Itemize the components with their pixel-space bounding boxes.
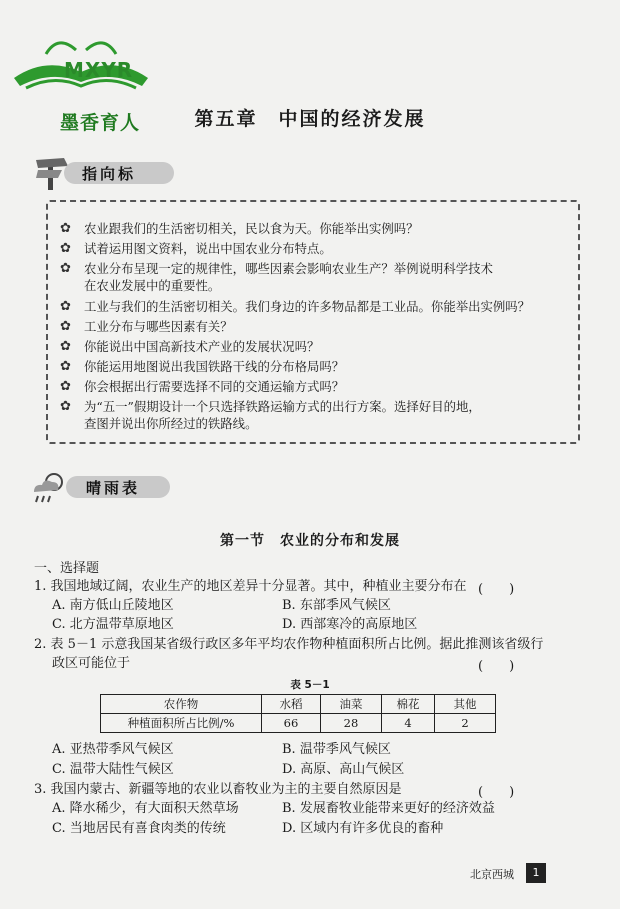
watermark-logo: [6, 28, 156, 134]
table-header-row: [101, 695, 496, 714]
question-2-stem: 2. 表 5－1 示意我国某省级行政区多年平均农作物种植面积所占比例。据此推测该省级行: [34, 637, 544, 652]
part-title: 一、选择题: [34, 561, 100, 576]
table-cell: 2: [435, 714, 496, 733]
goal-text: 工业与我们的生活密切相关。我们身边的许多物品都是工业品。你能举出实例吗？: [84, 299, 531, 314]
sun-cloud-rain-icon: [30, 468, 70, 504]
goal-text: 你会根据出行需要选择不同的交通运输方式吗？: [84, 379, 345, 394]
answer-bracket: ( ): [478, 785, 515, 800]
question-3-option-a: A. 降水稀少，有大面积天然草场: [52, 801, 239, 816]
question-2-option-a: A. 亚热带季风气候区: [52, 742, 174, 757]
question-1-option-c: C. 北方温带草原地区: [52, 617, 174, 632]
table-header-cell: 棉花: [382, 695, 435, 714]
practice-badge: [30, 472, 180, 502]
table-header-cell: 其他: [435, 695, 496, 714]
question-2-stem-continued: 政区可能位于: [52, 656, 131, 671]
table-row: [101, 714, 496, 733]
goal-text: 你能运用地图说出我国铁路干线的分布格局吗？: [84, 359, 345, 374]
watermark-brand-cn: 墨香育人: [60, 112, 141, 134]
flower-bullet-icon: ✿: [60, 261, 71, 276]
question-1-stem: 1. 我国地域辽阔，农业生产的地区差异十分显著。其中，种植业主要分布在: [34, 579, 467, 594]
goals-badge-label: 指向标: [82, 165, 137, 183]
table-header-cell: 农作物: [101, 695, 262, 714]
table-cell: 种植面积所占比例/%: [101, 714, 262, 733]
goal-text: 你能说出中国高新技术产业的发展状况吗？: [84, 339, 320, 354]
practice-badge-label: 晴雨表: [86, 479, 141, 497]
answer-bracket: ( ): [478, 582, 515, 597]
flower-bullet-icon: ✿: [60, 339, 71, 354]
footer-region: 北京西城: [470, 868, 514, 881]
question-3-stem: 3. 我国内蒙古、新疆等地的农业以畜牧业为主的主要自然原因是: [34, 782, 402, 797]
flower-bullet-icon: ✿: [60, 399, 71, 414]
table-cell: 66: [262, 714, 321, 733]
crop-table: [100, 694, 496, 733]
table-caption: 表 5－1: [290, 679, 330, 691]
goal-text-continued: 在农业发展中的重要性。: [84, 278, 221, 293]
flower-bullet-icon: ✿: [60, 359, 71, 374]
goal-text: 工业分布与哪些因素有关？: [84, 319, 233, 334]
goals-badge: [34, 158, 184, 188]
question-2-option-d: D. 高原、高山气候区: [282, 762, 405, 777]
question-1-option-a: A. 南方低山丘陵地区: [52, 598, 174, 613]
goal-text: 为“五一”假期设计一个只选择铁路运输方式的出行方案。选择好目的地，: [84, 399, 481, 414]
flower-bullet-icon: ✿: [60, 221, 71, 236]
flower-bullet-icon: ✿: [60, 379, 71, 394]
page-number: 1: [526, 863, 546, 883]
question-3-option-c: C. 当地居民有喜食肉类的传统: [52, 821, 226, 836]
goal-text: 试着运用图文资料，说出中国农业分布特点。: [84, 241, 332, 256]
question-3-option-b: B. 发展畜牧业能带来更好的经济效益: [282, 801, 495, 816]
table-cell: 4: [382, 714, 435, 733]
question-1-option-d: D. 西部寒冷的高原地区: [282, 617, 418, 632]
table-header-cell: 水稻: [262, 695, 321, 714]
flower-bullet-icon: ✿: [60, 299, 71, 314]
goal-text: 农业分布呈现一定的规律性，哪些因素会影响农业生产？举例说明科学技术: [84, 261, 493, 276]
flower-bullet-icon: ✿: [60, 241, 71, 256]
flower-bullet-icon: ✿: [60, 319, 71, 334]
answer-bracket: ( ): [478, 659, 515, 674]
goal-text-continued: 查图并说出你所经过的铁路线。: [84, 416, 258, 431]
question-2-option-c: C. 温带大陆性气候区: [52, 762, 174, 777]
question-1-option-b: B. 东部季风气候区: [282, 598, 391, 613]
question-3-option-d: D. 区域内有许多优良的畜种: [282, 821, 444, 836]
section-title: 第一节 农业的分布和发展: [220, 533, 400, 549]
goal-text: 农业跟我们的生活密切相关，民以食为天。你能举出实例吗？: [84, 221, 419, 236]
table-cell: 28: [321, 714, 382, 733]
question-2-option-b: B. 温带季风气候区: [282, 742, 391, 757]
table-header-cell: 油菜: [321, 695, 382, 714]
chapter-title: 第五章 中国的经济发展: [194, 108, 426, 130]
watermark-brand: MXYR: [64, 58, 134, 82]
